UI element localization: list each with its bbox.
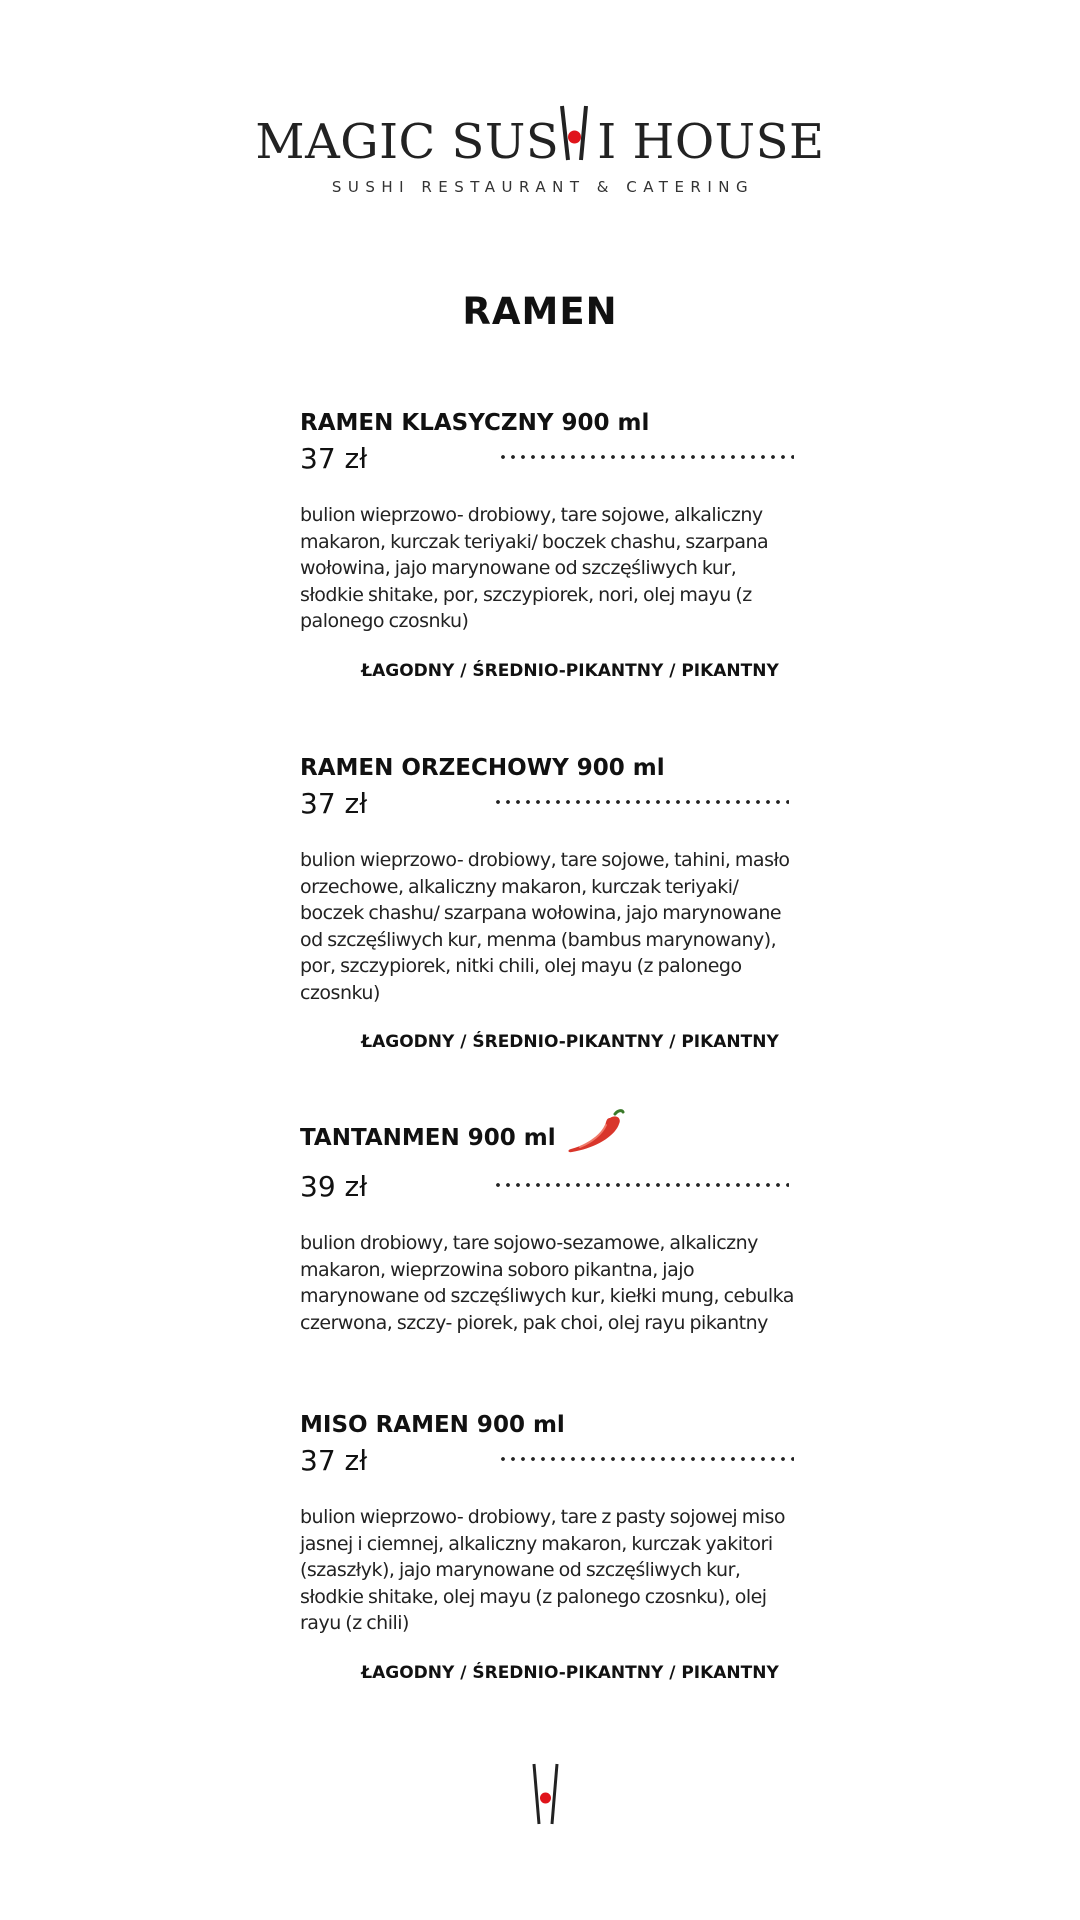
menu-item-miso-ramen: [300, 1410, 800, 1683]
price-row: [300, 785, 800, 825]
menu-item-ramen-orzechowy: [300, 753, 800, 1052]
logo-title-part2: I HOUSE: [597, 114, 825, 170]
logo-subtitle: SUSHI RESTAURANT & CATERING: [331, 178, 755, 196]
chili-pepper-icon: [566, 1108, 626, 1156]
menu-item-name-row: [300, 1120, 800, 1156]
menu-item-name: MISO RAMEN 900 ml: [300, 1412, 565, 1438]
dotted-leader: [493, 799, 789, 805]
menu-item-tantanmen: [300, 1120, 800, 1336]
menu-item-price: 37 zł: [300, 1444, 368, 1477]
menu-item-price: 37 zł: [300, 442, 368, 475]
spice-options: ŁAGODNY / ŚREDNIO-PIKANTNY / PIKANTNY: [361, 1662, 779, 1683]
menu-item-name: TANTANMEN 900 ml: [300, 1125, 556, 1151]
spice-options: ŁAGODNY / ŚREDNIO-PIKANTNY / PIKANTNY: [361, 1032, 779, 1052]
menu-item-price: 37 zł: [300, 787, 368, 820]
menu-item-name: RAMEN ORZECHOWY 900 ml: [300, 755, 665, 781]
logo-title: [255, 114, 825, 170]
menu-item-description: bulion wieprzowo- drobiowy, tare z pasty sojowej miso jasnej i ciemnej, alkaliczny makaron, kurczak yakitori (szaszłyk), jajo marynowane od szczęśliwych kur, słodkie shitake, olej mayu (z palonego czosnku), olej rayu (z chili): [300, 1506, 786, 1634]
dotted-leader: [498, 1456, 794, 1462]
menu-item-price: 39 zł: [300, 1170, 368, 1203]
menu-item-name: RAMEN KLASYCZNY 900 ml: [300, 410, 650, 436]
chopsticks-icon: [559, 118, 597, 166]
menu-item-description: bulion drobiowy, tare sojowo-sezamowe, alkaliczny makaron, wieprzowina soboro pikantna, jajo marynowane od szczęśliwych kur, kiełki mung, cebulka czerwona, szczy- piorek, pak choi, olej rayu pikantny: [300, 1232, 794, 1334]
menu-item-description: bulion wieprzowo- drobiowy, tare sojowe, alkaliczny makaron, kurczak teriyaki/ boczek chashu, szarpana wołowina, jajo marynowane od szczęśliwych kur, słodkie shitake, por, szczypiorek, nori, olej mayu (z palonego czosnku): [300, 504, 769, 632]
restaurant-logo: [0, 114, 1080, 196]
footer-chopsticks-icon: [530, 1762, 562, 1826]
menu-item-ramen-klasyczny: [300, 408, 800, 681]
price-row: [300, 440, 800, 480]
dotted-leader: [498, 454, 794, 460]
price-row: [300, 1168, 800, 1208]
dotted-leader: [493, 1182, 789, 1188]
logo-title-part1: MAGIC SUS: [255, 114, 560, 170]
spice-options: ŁAGODNY / ŚREDNIO-PIKANTNY / PIKANTNY: [361, 660, 779, 681]
price-row: [300, 1442, 800, 1482]
section-title: RAMEN: [462, 290, 618, 333]
menu-item-description: bulion wieprzowo- drobiowy, tare sojowe, tahini, masło orzechowe, alkaliczny makaron, kurczak teriyaki/ boczek chashu/ szarpana wołowina, jajo marynowane od szczęśliwych kur, menma (bambus marynowany), por, szczypiorek, nitki chili, olej mayu (z palonego czosnku): [300, 849, 790, 1004]
